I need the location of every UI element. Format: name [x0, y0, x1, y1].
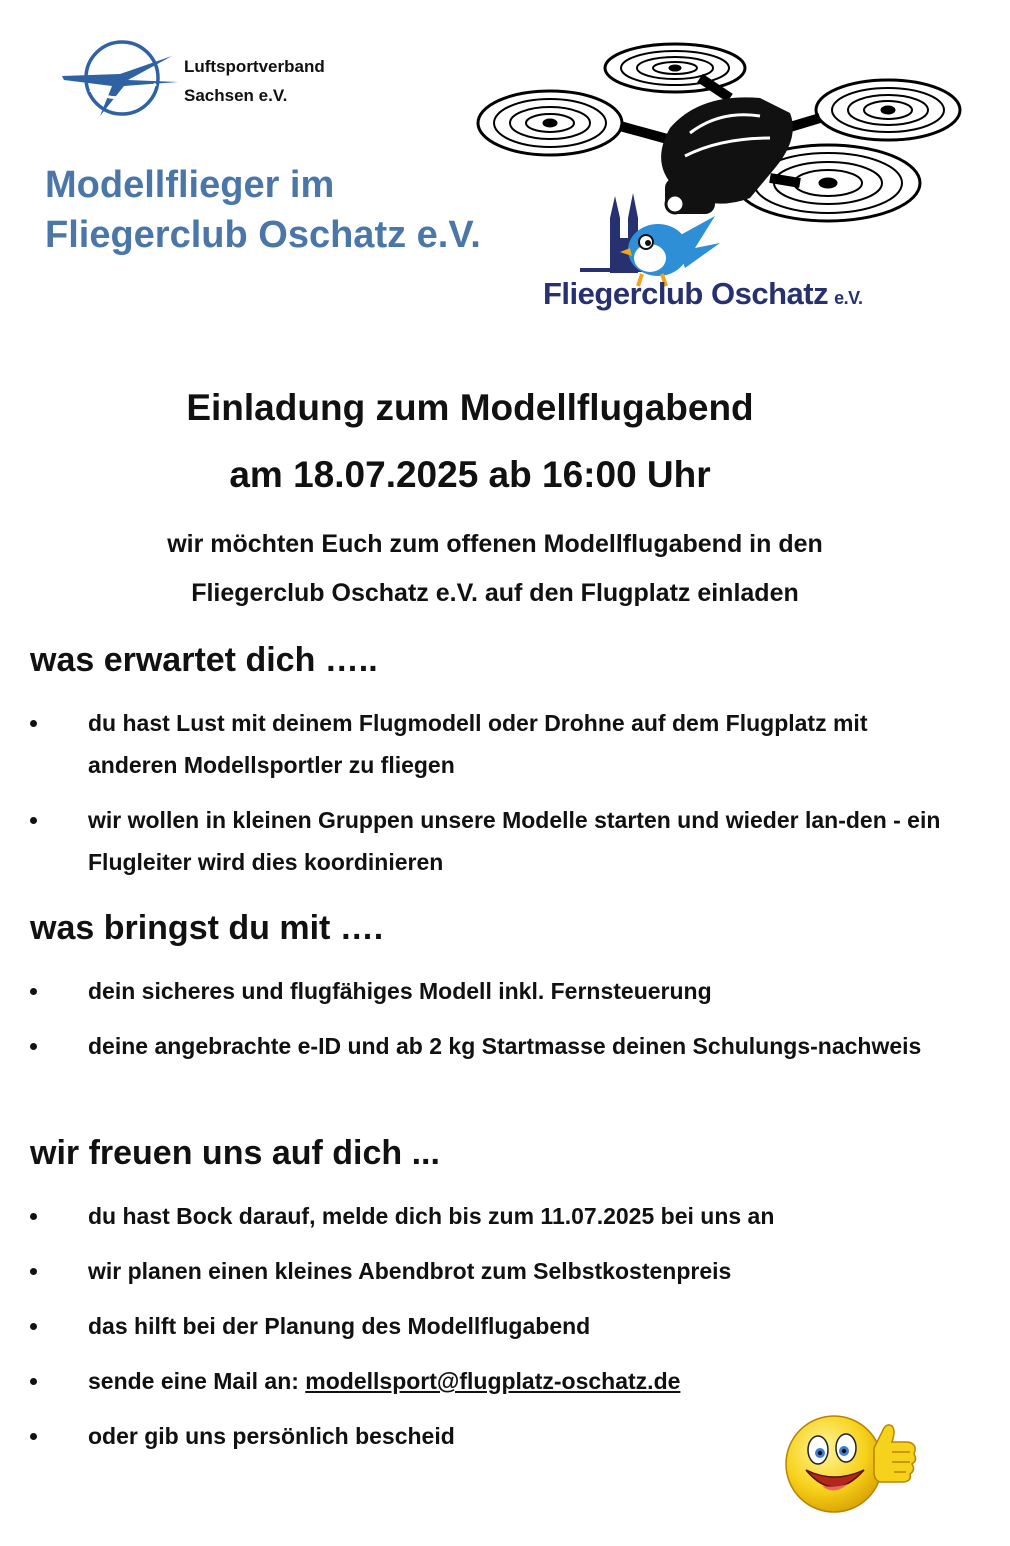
- list-item: [30, 1025, 960, 1067]
- thumbs-up-smiley-icon: [782, 1412, 922, 1517]
- club-logo-suffix: e.V.: [834, 288, 863, 308]
- bullet-icon: [30, 1043, 37, 1050]
- bullet-icon: [30, 720, 37, 727]
- bullet-icon: [30, 817, 37, 824]
- list-item: [30, 702, 960, 786]
- intro-line1: wir möchten Euch zum offenen Modellflugabend in den: [167, 530, 823, 558]
- list-item: [30, 1250, 960, 1292]
- lsv-name-line1: Luftsportverband: [184, 57, 325, 76]
- list-item-text: wir wollen in kleinen Gruppen unsere Modelle starten und wieder lan-den - ein Flugleiter wird dies koordinieren: [88, 807, 941, 875]
- bullet-icon: [30, 1378, 37, 1385]
- list-bring: [30, 970, 960, 1080]
- list-item-text: deine angebrachte e-ID und ab 2 kg Startmasse deinen Schulungs-nachweis: [88, 1033, 922, 1059]
- list-item-text: du hast Bock darauf, melde dich bis zum 11.07.2025 bei uns an: [88, 1203, 775, 1229]
- bullet-icon: [30, 1268, 37, 1275]
- page-title-line2: Fliegerclub Oschatz e.V.: [45, 214, 481, 256]
- bullet-icon: [30, 1213, 37, 1220]
- list-item: [30, 970, 960, 1012]
- section-heading-looking-forward: wir freuen uns auf dich ...: [30, 1134, 440, 1172]
- club-logo-name: Fliegerclub Oschatz: [543, 276, 829, 311]
- list-item: [30, 1360, 960, 1402]
- bullet-icon: [30, 1323, 37, 1330]
- list-item: [30, 1195, 960, 1237]
- section-heading-bring: was bringst du mit ….: [30, 909, 384, 947]
- rotor-top-left: [605, 44, 745, 92]
- list-item: [30, 1305, 960, 1347]
- thumb-icon: [874, 1425, 916, 1482]
- page-title: [45, 160, 481, 260]
- headline-line2: am 18.07.2025 ab 16:00 Uhr: [229, 454, 711, 495]
- intro-line2: Fliegerclub Oschatz e.V. auf den Flugplatz einladen: [191, 579, 799, 607]
- intro-text: [0, 520, 990, 618]
- page-title-line1: Modellflieger im: [45, 164, 335, 206]
- bullet-icon: [30, 988, 37, 995]
- lsv-glider-icon: [60, 38, 180, 120]
- headline-line1: Einladung zum Modellflugabend: [186, 387, 754, 428]
- list-item-text: das hilft bei der Planung des Modellflugabend: [88, 1313, 591, 1339]
- email-link[interactable]: modellsport@flugplatz-oschatz.de: [305, 1368, 681, 1394]
- list-item-text: dein sicheres und flugfähiges Modell inkl. Fernsteuerung: [88, 978, 712, 1004]
- bullet-icon: [30, 1433, 37, 1440]
- lsv-name-line2: Sachsen e.V.: [184, 86, 288, 105]
- list-item-text: wir planen einen kleines Abendbrot zum Selbstkostenpreis: [88, 1258, 732, 1284]
- lsv-name: [184, 52, 325, 110]
- list-item-text: sende eine Mail an:: [88, 1368, 299, 1394]
- list-item: [30, 799, 960, 883]
- list-item-text: oder gib uns persönlich bescheid: [88, 1423, 455, 1449]
- list-expect: [30, 702, 960, 896]
- club-logo: [543, 276, 862, 312]
- section-heading-expect: was erwartet dich …..: [30, 641, 378, 679]
- list-item-text: du hast Lust mit deinem Flugmodell oder Drohne auf dem Flugplatz mit anderen Modellsportler zu fliegen: [88, 710, 868, 778]
